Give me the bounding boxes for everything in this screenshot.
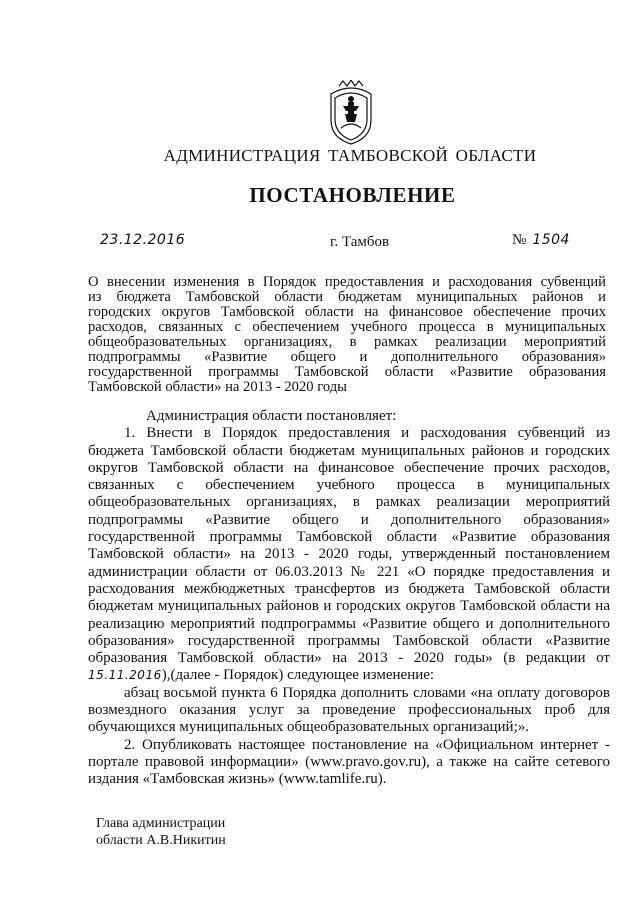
subitem-paragraph: абзац восьмой пункта 6 Порядка дополнить словами «на оплату договоров возмездного оказания услуг за проведение профессиональных проб для обучающихся муниципальных общеобразовательных организаций;».	[88, 684, 610, 736]
title-line: городских округов Тамбовской области на финансовое обеспечение прочих	[88, 304, 606, 320]
organization-name: АДМИНИСТРАЦИЯ ТАМБОВСКОЙ ОБЛАСТИ	[163, 146, 537, 165]
document-title	[88, 275, 606, 395]
coat-of-arms-emblem	[325, 80, 377, 146]
title-line: из бюджета Тамбовской области бюджетам муниципальных районов и	[88, 289, 606, 305]
document-type: ПОСТАНОВЛЕНИЕ	[249, 183, 456, 207]
item-2-paragraph: 2. Опубликовать настоящее постановление на «Официальном интернет - портале правовой информации» (www.pravo.gov.ru), а также на сайте сетевого издания «Тамбовская жизнь» (www.tamlife.ru).	[88, 736, 610, 788]
title-line: расходов, связанных с обеспечением учебного процесса в муниципальных	[88, 319, 606, 335]
document-date: 23.12.2016	[100, 232, 186, 248]
title-line: подпрограммы «Развитие общего и дополнительного образования»	[88, 349, 606, 365]
signature-block	[96, 815, 226, 849]
number-label: №	[512, 232, 527, 248]
document-city: г. Тамбов	[330, 234, 390, 250]
item-1-tail: ),(далее - Порядок) следующее изменение:	[161, 667, 435, 684]
title-line: общеобразовательных организациях, в рамках реализации мероприятий	[88, 334, 606, 350]
item-1-handwritten-date: 15.11.2016	[88, 668, 162, 683]
signature-title: Глава администрации	[96, 816, 226, 831]
signature-name: области А.В.Никитин	[96, 833, 226, 848]
title-line: Тамбовской области» на 2013 - 2020 годы	[88, 379, 347, 395]
document-body	[88, 408, 610, 789]
number-value: 1504	[532, 232, 570, 248]
document-number	[512, 232, 570, 249]
title-line: государственной программы Тамбовской области «Развитие образования	[88, 364, 606, 380]
item-1-text: 1. Внести в Порядок предоставления и расходования субвенций из бюджета Тамбовской области бюджетам муниципальных районов и городских округов Тамбовской области на финансовое обеспечение прочих расходов, связанных с обеспечением учебного процесса в муниципальных общеобразовательных организациях, в рамках реализации мероприятий подпрограммы «Развитие общего и дополнительного образования» государственной программы Тамбовской области «Развитие образования Тамбовской области» на 2013 - 2020 годы, утвержденный постановлением администрации области от 06.03.2013 № 221 «О порядке предоставления и расходования межбюджетных трансфертов из бюджета Тамбовской области бюджетам муниципальных районов и городских округов Тамбовской области на реализацию мероприятий подпрограммы «Развитие общего и дополнительного образования» государственной программы Тамбовской области «Развитие образования Тамбовской области» на 2013 - 2020 годы» (в редакции от	[88, 425, 610, 667]
title-line: О внесении изменения в Порядок предоставления и расходования субвенций	[88, 274, 606, 290]
item-1-paragraph	[88, 425, 610, 684]
intro-paragraph: Администрация области постановляет:	[146, 408, 397, 424]
